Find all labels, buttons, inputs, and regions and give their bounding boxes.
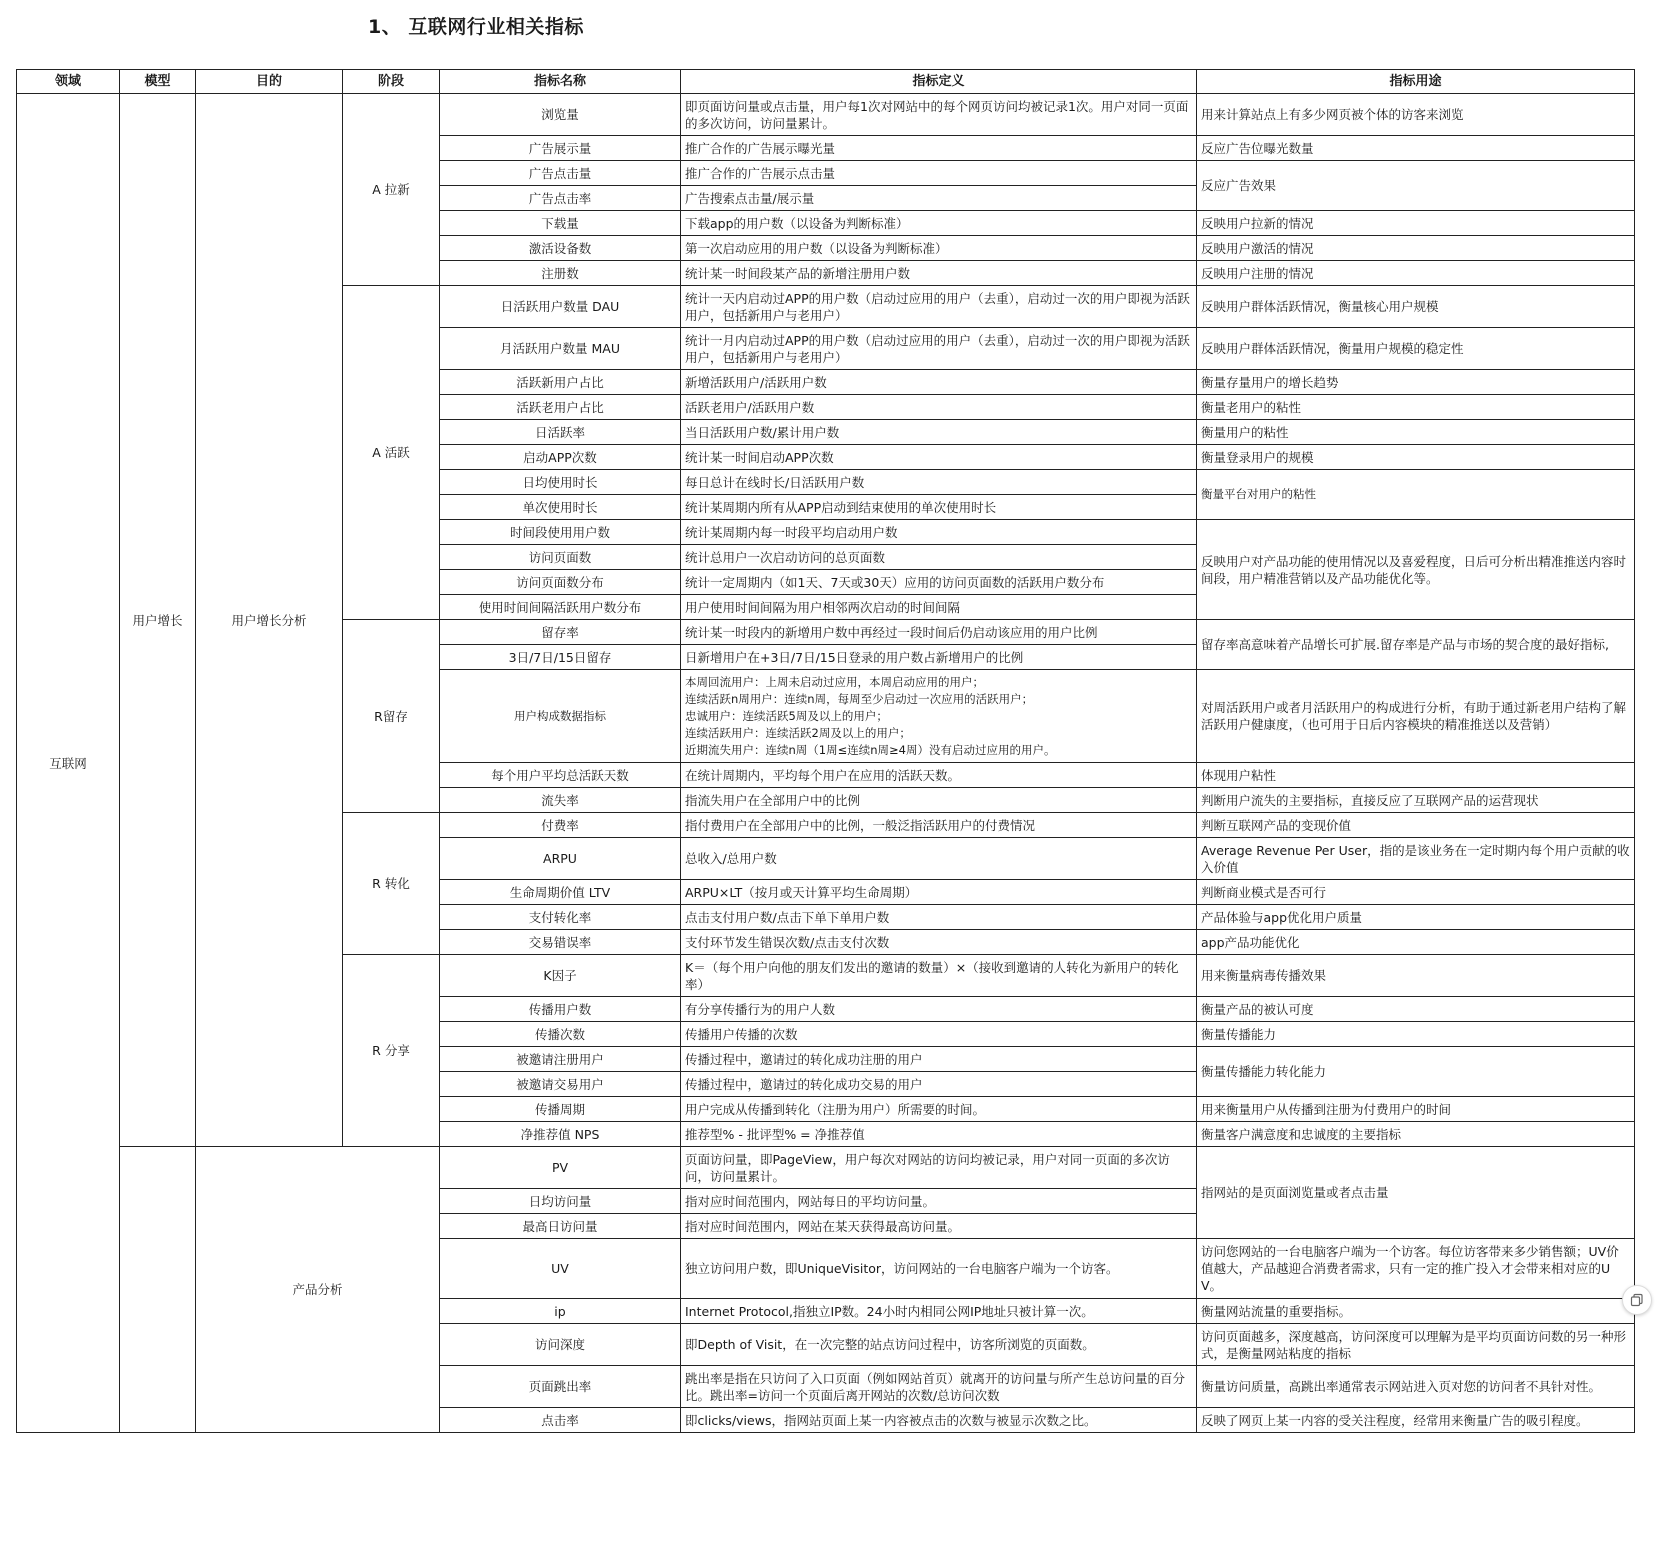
metric-usage: 反应广告效果: [1197, 161, 1635, 211]
metric-definition: 跳出率是指在只访问了入口页面（例如网站首页）就离开的访问量与所产生总访问量的百分比。跳出率=访问一个页面后离开网站的次数/总访问次数: [681, 1366, 1197, 1408]
metric-name: 月活跃用户数量 MAU: [440, 328, 681, 370]
metric-usage: 衡量平台对用户的粘性: [1197, 470, 1635, 520]
metric-usage: 对周活跃用户或者月活跃用户的构成进行分析，有助于通过新老用户结构了解活跃用户健康度，（也可用于日后内容模块的精准推送以及营销）: [1197, 670, 1635, 763]
metric-name: 广告点击率: [440, 186, 681, 211]
header-model: 模型: [120, 70, 196, 94]
metric-name: 浏览量: [440, 94, 681, 136]
metric-definition: 统计一月内启动过APP的用户数（启动过应用的用户（去重），启动过一次的用户即视为活跃用户，包括新用户与老用户）: [681, 328, 1197, 370]
metric-definition: 统计某周期内所有从APP启动到结束使用的单次使用时长: [681, 495, 1197, 520]
metric-usage: 留存率高意味着产品增长可扩展.留存率是产品与市场的契合度的最好指标,: [1197, 620, 1635, 670]
metric-name: 访问页面数分布: [440, 570, 681, 595]
metric-usage: 衡量存量用户的增长趋势: [1197, 370, 1635, 395]
metric-definition: Internet Protocol,指独立IP数。24小时内相同公网IP地址只被计算一次。: [681, 1299, 1197, 1324]
copy-icon-glyph: [1630, 1293, 1644, 1307]
stage-cell-acquisition: A 拉新: [343, 94, 440, 286]
metric-name: 时间段使用用户数: [440, 520, 681, 545]
metric-name: 传播用户数: [440, 997, 681, 1022]
metric-usage: 反映了网页上某一内容的受关注程度，经常用来衡量广告的吸引程度。: [1197, 1408, 1635, 1433]
metric-name: 启动APP次数: [440, 445, 681, 470]
stage-cell-referral: R 分享: [343, 955, 440, 1147]
metric-definition: 推广合作的广告展示点击量: [681, 161, 1197, 186]
metric-definition: 传播过程中，邀请过的转化成功注册的用户: [681, 1047, 1197, 1072]
metric-name: 3日/7日/15日留存: [440, 645, 681, 670]
metric-definition: 指付费用户在全部用户中的比例，一般泛指活跃用户的付费情况: [681, 813, 1197, 838]
metric-name: ip: [440, 1299, 681, 1324]
metric-definition: 新增活跃用户/活跃用户数: [681, 370, 1197, 395]
metric-usage: 体现用户粘性: [1197, 763, 1635, 788]
metric-name: 访问深度: [440, 1324, 681, 1366]
metric-definition: 指对应时间范围内，网站每日的平均访问量。: [681, 1189, 1197, 1214]
stage-cell-activation: A 活跃: [343, 286, 440, 620]
stage-cell-conversion: R 转化: [343, 813, 440, 955]
metric-name: 广告展示量: [440, 136, 681, 161]
metric-usage: 用来计算站点上有多少网页被个体的访客来浏览: [1197, 94, 1635, 136]
metric-name: 传播次数: [440, 1022, 681, 1047]
metric-name: 广告点击量: [440, 161, 681, 186]
metric-definition: 日新增用户在+3日/7日/15日登录的用户数占新增用户的比例: [681, 645, 1197, 670]
header-metric-usage: 指标用途: [1197, 70, 1635, 94]
model-cell-product: [120, 1147, 196, 1433]
header-domain: 领域: [17, 70, 120, 94]
metric-name: 访问页面数: [440, 545, 681, 570]
metric-usage: 衡量访问质量，高跳出率通常表示网站进入页对您的访问者不具针对性。: [1197, 1366, 1635, 1408]
metric-definition: K＝（每个用户向他的朋友们发出的邀请的数量）×（接收到邀请的人转化为新用户的转化率）: [681, 955, 1197, 997]
metrics-table: [16, 69, 1635, 1433]
metric-definition: 在统计周期内，平均每个用户在应用的活跃天数。: [681, 763, 1197, 788]
metric-definition: 推广合作的广告展示曝光量: [681, 136, 1197, 161]
stage-cell-retention: R留存: [343, 620, 440, 813]
metric-definition: 活跃老用户/活跃用户数: [681, 395, 1197, 420]
metric-name: UV: [440, 1239, 681, 1299]
metric-definition: 每日总计在线时长/日活跃用户数: [681, 470, 1197, 495]
metric-name: 点击率: [440, 1408, 681, 1433]
metric-name: 活跃老用户占比: [440, 395, 681, 420]
metric-definition: 统计一天内启动过APP的用户数（启动过应用的用户（去重），启动过一次的用户即视为活跃用户，包括新用户与老用户）: [681, 286, 1197, 328]
metric-name: ARPU: [440, 838, 681, 880]
metric-name: 日活跃用户数量 DAU: [440, 286, 681, 328]
metric-usage: 反映用户注册的情况: [1197, 261, 1635, 286]
header-metric-name: 指标名称: [440, 70, 681, 94]
metric-usage: 访问页面越多，深度越高，访问深度可以理解为是平均页面访问数的另一种形式，是衡量网站粘度的指标: [1197, 1324, 1635, 1366]
metric-name: 被邀请交易用户: [440, 1072, 681, 1097]
metric-name: 交易错误率: [440, 930, 681, 955]
metric-usage: Average Revenue Per User，指的是该业务在一定时期内每个用户贡献的收入价值: [1197, 838, 1635, 880]
metric-definition: 本周回流用户：上周未启动过应用，本周启动应用的用户； 连续活跃n周用户：连续n周，每周至少启动过一次应用的活跃用户； 忠诚用户：连续活跃5周及以上的用户； 连续活跃用户：连续活跃2周及以上的用户； 近期流失用户：连续n周（1周≤连续n周≥4周）没有启动过应用的用户。: [681, 670, 1197, 763]
metric-definition: 点击支付用户数/点击下单下单用户数: [681, 905, 1197, 930]
metric-usage: 衡量登录用户的规模: [1197, 445, 1635, 470]
metric-name: 流失率: [440, 788, 681, 813]
metric-definition: 统计一定周期内（如1天、7天或30天）应用的访问页面数的活跃用户数分布: [681, 570, 1197, 595]
header-purpose: 目的: [196, 70, 343, 94]
metric-definition: 传播用户传播的次数: [681, 1022, 1197, 1047]
metric-name: 使用时间间隔活跃用户数分布: [440, 595, 681, 620]
metric-definition: 用户使用时间间隔为用户相邻两次启动的时间间隔: [681, 595, 1197, 620]
metric-name: 净推荐值 NPS: [440, 1122, 681, 1147]
metric-definition: 有分享传播行为的用户人数: [681, 997, 1197, 1022]
metric-usage: 用来衡量病毒传播效果: [1197, 955, 1635, 997]
header-metric-definition: 指标定义: [681, 70, 1197, 94]
metric-definition: 即Depth of Visit，在一次完整的站点访问过程中，访客所浏览的页面数。: [681, 1324, 1197, 1366]
metric-definition: 用户完成从传播到转化（注册为用户）所需要的时间。: [681, 1097, 1197, 1122]
metric-usage: 用来衡量用户从传播到注册为付费用户的时间: [1197, 1097, 1635, 1122]
metric-name: 日均访问量: [440, 1189, 681, 1214]
metric-usage: 反应广告位曝光数量: [1197, 136, 1635, 161]
metric-usage: 反映用户对产品功能的使用情况以及喜爱程度，日后可分析出精准推送内容时间段，用户精准营销以及产品功能优化等。: [1197, 520, 1635, 620]
metric-name: 留存率: [440, 620, 681, 645]
metric-usage: 产品体验与app优化用户质量: [1197, 905, 1635, 930]
metric-usage: 反映用户群体活跃情况，衡量用户规模的稳定性: [1197, 328, 1635, 370]
metric-definition: 广告搜索点击量/展示量: [681, 186, 1197, 211]
metric-definition: 统计总用户一次启动访问的总页面数: [681, 545, 1197, 570]
metric-usage: 反映用户激活的情况: [1197, 236, 1635, 261]
metric-definition: 页面访问量，即PageView，用户每次对网站的访问均被记录，用户对同一页面的多次访问，访问量累计。: [681, 1147, 1197, 1189]
metric-name: 用户构成数据指标: [440, 670, 681, 763]
metric-name: 活跃新用户占比: [440, 370, 681, 395]
purpose-cell-product-analysis: 产品分析: [196, 1147, 440, 1433]
domain-cell: 互联网: [17, 94, 120, 1433]
purpose-cell-user-growth-analysis: 用户增长分析: [196, 94, 343, 1147]
metric-usage: 衡量网站流量的重要指标。: [1197, 1299, 1635, 1324]
metric-name: 下载量: [440, 211, 681, 236]
copy-icon[interactable]: [1622, 1285, 1652, 1315]
metric-definition: 统计某一时间段某产品的新增注册用户数: [681, 261, 1197, 286]
metric-definition: 下载app的用户数（以设备为判断标准）: [681, 211, 1197, 236]
metric-usage: app产品功能优化: [1197, 930, 1635, 955]
metric-usage: 衡量传播能力转化能力: [1197, 1047, 1635, 1097]
metric-name: K因子: [440, 955, 681, 997]
page-title: 1、 互联网行业相关指标: [368, 16, 584, 38]
metric-usage: 衡量传播能力: [1197, 1022, 1635, 1047]
metric-usage: 反映用户群体活跃情况，衡量核心用户规模: [1197, 286, 1635, 328]
metric-name: 单次使用时长: [440, 495, 681, 520]
metric-definition: 统计某一时间启动APP次数: [681, 445, 1197, 470]
metric-usage: 衡量用户的粘性: [1197, 420, 1635, 445]
metric-definition: 指对应时间范围内，网站在某天获得最高访问量。: [681, 1214, 1197, 1239]
metric-definition: 即页面访问量或点击量，用户每1次对网站中的每个网页访问均被记录1次。用户对同一页面的多次访问，访问量累计。: [681, 94, 1197, 136]
header-stage: 阶段: [343, 70, 440, 94]
metric-name: 激活设备数: [440, 236, 681, 261]
metric-name: 页面跳出率: [440, 1366, 681, 1408]
metric-usage: 衡量老用户的粘性: [1197, 395, 1635, 420]
metric-usage: 访问您网站的一台电脑客户端为一个访客。每位访客带来多少销售额；UV价值越大，产品越迎合消费者需求，只有一定的推广投入才会带来相对应的UV。: [1197, 1239, 1635, 1299]
metric-definition: 总收入/总用户数: [681, 838, 1197, 880]
metric-name: 生命周期价值 LTV: [440, 880, 681, 905]
metric-usage: 衡量产品的被认可度: [1197, 997, 1635, 1022]
metric-name: PV: [440, 1147, 681, 1189]
metric-definition: 统计某一时段内的新增用户数中再经过一段时间后仍启动该应用的用户比例: [681, 620, 1197, 645]
metric-name: 支付转化率: [440, 905, 681, 930]
metric-definition: 支付环节发生错误次数/点击支付次数: [681, 930, 1197, 955]
metric-name: 注册数: [440, 261, 681, 286]
metric-name: 最高日访问量: [440, 1214, 681, 1239]
metric-name: 付费率: [440, 813, 681, 838]
metric-name: 每个用户平均总活跃天数: [440, 763, 681, 788]
metric-name: 日活跃率: [440, 420, 681, 445]
metric-definition: 第一次启动应用的用户数（以设备为判断标准）: [681, 236, 1197, 261]
metric-name: 日均使用时长: [440, 470, 681, 495]
metric-definition: 统计某周期内每一时段平均启动用户数: [681, 520, 1197, 545]
metric-name: 传播周期: [440, 1097, 681, 1122]
model-cell-user-growth: 用户增长: [120, 94, 196, 1147]
metric-name: 被邀请注册用户: [440, 1047, 681, 1072]
metric-definition: 指流失用户在全部用户中的比例: [681, 788, 1197, 813]
metric-usage: 指网站的是页面浏览量或者点击量: [1197, 1147, 1635, 1239]
table-header-row: [17, 70, 1635, 94]
metric-definition: 传播过程中，邀请过的转化成功交易的用户: [681, 1072, 1197, 1097]
metric-usage: 判断用户流失的主要指标，直接反应了互联网产品的运营现状: [1197, 788, 1635, 813]
metric-definition: 独立访问用户数，即UniqueVisitor，访问网站的一台电脑客户端为一个访客。: [681, 1239, 1197, 1299]
metric-usage: 判断商业模式是否可行: [1197, 880, 1635, 905]
table-row: [17, 1147, 1635, 1189]
metric-usage: 衡量客户满意度和忠诚度的主要指标: [1197, 1122, 1635, 1147]
table-row: [17, 94, 1635, 136]
metric-definition: 即clicks/views，指网站页面上某一内容被点击的次数与被显示次数之比。: [681, 1408, 1197, 1433]
metric-usage: 反映用户拉新的情况: [1197, 211, 1635, 236]
metric-definition: 当日活跃用户数/累计用户数: [681, 420, 1197, 445]
metric-definition: ARPU×LT（按月或天计算平均生命周期）: [681, 880, 1197, 905]
metric-definition: 推荐型% - 批评型% = 净推荐值: [681, 1122, 1197, 1147]
metric-usage: 判断互联网产品的变现价值: [1197, 813, 1635, 838]
